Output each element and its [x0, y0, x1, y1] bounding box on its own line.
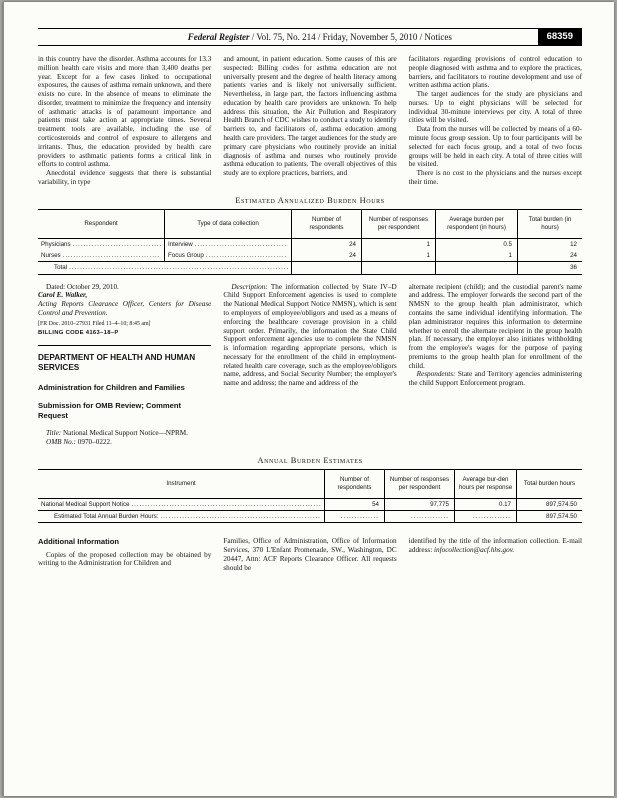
respondents-text: State and Territory agencies administering the child Support Enforcement program. [408, 370, 582, 388]
paragraph: and amount, in patient education. Some causes of this are suspected: Billing codes for asthma education are not universally present and the degree of health literacy among patients varies and is likely not universally sufficient. Nevertheless, in large part, the factors influencing asthma education by health care providers are unknown. To help address this situation, the Air Pollution and Respiratory Health Branch of CDC wishes to conduct a study to identify barriers to, and facilitators of, asthma education among health care providers. The target audiences for the study are primary care physicians who routinely provide an initial diagnosis of asthma and nurses who routinely provide asthma education to patients. The overall objectives of this study are to explore practices, barriers, and [223, 55, 397, 178]
omb-label: OMB No.: [46, 437, 76, 446]
table2-header-avg-hours: Average bur-den hours per response [455, 470, 517, 498]
signer-name: Carol E. Walker, [38, 291, 88, 300]
page-number-badge: 68359 [538, 29, 582, 45]
subject-heading: Submission for OMB Review; Comment Request [38, 401, 182, 420]
table-row [38, 499, 582, 510]
cell-responses-per: 97,775 [385, 499, 455, 510]
cell-data-collection [165, 239, 292, 250]
respondents-label: Respondents: [416, 370, 456, 379]
additional-info-section [38, 537, 582, 572]
table1-header-total-burden: Total burden (in hours) [528, 216, 572, 231]
notice-column-1 [38, 283, 211, 447]
cell-text: Total [54, 264, 68, 272]
billing-code: BILLING CODE 4163–18–P [38, 329, 119, 336]
dot-leader [195, 241, 288, 248]
description-paragraph [223, 283, 396, 388]
dot-leader [473, 513, 511, 520]
cell-empty [436, 262, 518, 273]
cell-responses-per: 1 [362, 250, 436, 261]
issue-info: / Vol. 75, No. 214 / Friday, November 5, 2010 / Notices [249, 32, 452, 42]
table2-title: Annual Burden Estimates [257, 455, 363, 465]
cell-avg-burden: 1 [436, 250, 518, 261]
annual-burden-table [38, 469, 582, 524]
intro-column-1 [38, 55, 211, 187]
cell-empty [362, 262, 436, 273]
cell-respondent [38, 239, 165, 250]
respondents-paragraph [409, 370, 582, 388]
cell-total-hours: 897,574.50 [546, 500, 577, 508]
paragraph: Anecdotal evidence suggests that there is substantial variability, in type [38, 169, 212, 186]
additional-column-1 [38, 537, 211, 572]
cell-num-respondents: 24 [292, 250, 362, 261]
paragraph: Families, Office of Administration, Office of Information Services, 370 L'Enfant Promenade, SW., Washington, DC 20447, Attn: ACF Reports Clearance Officer. All requests should be [223, 537, 397, 572]
paragraph [409, 537, 582, 555]
paragraph: facilitators regarding provisions of control education to people diagnosed with asthma and to explore the practices, barriers, and facilitators to routine development and use of written asthma action plans. [408, 55, 582, 90]
table2-header-instrument: Instrument [38, 470, 325, 498]
cell-empty [292, 262, 362, 273]
page-header [38, 28, 582, 46]
paragraph: in this country have the disorder. Asthma accounts for 13.3 million health care visits and more than 3,400 deaths per year. Except for a few cases linked to occupational exposures, the causes of asthma remain unknown, and there exists no cure. In the absence of means to eliminate the disorder, treatment to minimize the frequency and intensity of asthmatic attacks is of paramount importance and patients must take action at appropriate times. Several treatment tools are available, including the use of corticosteroids and control of exposure to allergens and irritants. Thus, the education provided by health care providers to asthmatic patients forms a critical link in efforts to control asthma. [38, 55, 212, 169]
cell-avg-hours: 0.17 [455, 499, 517, 510]
notice-column-2 [223, 283, 396, 447]
omb-line [38, 438, 211, 447]
table2-header-row [38, 470, 582, 499]
dot-leader [69, 264, 288, 271]
table2-header-total-hours: Total burden hours [523, 480, 576, 488]
paragraph: There is no cost to the physicians and the nurses except their time. [408, 169, 582, 186]
cell-responses-per: 1 [362, 239, 436, 250]
document-page [3, 2, 614, 796]
intro-column-2 [223, 55, 396, 187]
cell-num-respondents: 54 [325, 499, 385, 510]
cell-dot-fill [325, 511, 385, 522]
cell-dot-fill [385, 511, 455, 522]
email-address: infocollection@acf.hhs.gov. [434, 546, 515, 555]
cell-grand-total: 36 [570, 264, 577, 272]
paragraph-text: identified by the title of the information collection. E-mail address: [408, 537, 582, 555]
dot-leader [206, 252, 288, 259]
dot-leader [411, 513, 449, 520]
journal-name: Federal Register [187, 32, 250, 42]
table1-header-avg-burden: Average burden per respondent (in hours) [436, 210, 518, 238]
agency-heading: Administration for Children and Families [38, 382, 185, 392]
cell-total-burden: 12 [570, 240, 577, 248]
dot-leader [341, 513, 379, 520]
table1-title: Estimated Annualized Burden Hours [235, 195, 385, 205]
table1-total-row [38, 261, 582, 273]
table1-header-row [38, 210, 582, 239]
paragraph: The target audiences for the study are physicians and nurses. Up to eight physicians will be selected for individual 30-minute interviews per city. A total of three cities will be visited. [408, 90, 582, 125]
cell-avg-burden: 0.5 [436, 239, 518, 250]
title-text: National Medical Support Notice—NPRM. [61, 429, 188, 438]
additional-column-3 [409, 537, 582, 572]
dated-line: Dated: October 29, 2010. [46, 282, 119, 291]
cell-dot-fill [455, 511, 517, 522]
table1-header-respondent: Respondent [38, 210, 165, 238]
cell-text: Focus Group [168, 252, 204, 260]
cell-grand-total: 897,574.50 [546, 513, 577, 521]
department-heading: DEPARTMENT OF HEALTH AND HUMAN SERVICES [38, 353, 196, 373]
table2-header-responses-per: Number of responses per respondent [385, 470, 455, 498]
signer-title: Acting Reports Clearance Officer, Centers for Disease Control and Prevention. [38, 300, 212, 317]
cell-text: Estimated Total Annual Burden Hours: [54, 513, 159, 521]
table1-header-responses-per: Number of responses per respondent [362, 210, 436, 238]
dot-leader [131, 501, 321, 508]
annualized-burden-table [38, 209, 582, 275]
notice-section [38, 283, 582, 447]
cell-total-label [38, 262, 292, 273]
cell-total-burden: 24 [570, 252, 577, 260]
cell-text: Interview [168, 240, 193, 248]
table-row [38, 239, 582, 250]
cell-respondent [38, 250, 165, 261]
description-text: The information collected by State IV–D Child Support Enforcement agencies is used to complete the National Medical Support Notice NMSN), which is sent to employers of employee/obligors and used as a means of enforcing the healthcare coverage provision in a child support order. Primarily, the information the State Child Support enforcement agencies use to complete the NMSN is information regarding appropriate persons, which is necessary for the enrollment of the child in employment-related health care coverage, such as the employee/obligors name, address, and Social Security Number; the employer's name and address; the name and address of the [223, 282, 397, 388]
title-label: Title: [46, 429, 62, 438]
cell-instrument [38, 499, 325, 510]
intro-section [38, 55, 582, 187]
cell-text: Physicians [41, 240, 71, 248]
table-row [38, 250, 582, 261]
paragraph: alternate recipient (child); and the custodial parent's name and address. The employer forwards the second part of the NMSN to the group health plan administrator, which contains the same individual identifying information. The plan administrator requires this information to determine whether to enroll the alternate recipient in the group health plan. If necessary, the employer also initiates withholding from the employee's wages for the purpose of paying premiums to the group health plan for enrollment of the child. [408, 282, 582, 370]
cell-num-respondents: 24 [292, 239, 362, 250]
omb-text: 0970–0222. [75, 437, 112, 446]
table1-header-num-respondents: Number of respondents [292, 210, 362, 238]
fr-doc-line: [FR Doc. 2010–27931 Filed 11–4–10; 8:45 am] [38, 320, 151, 327]
title-line [38, 429, 211, 438]
cell-total-label [38, 511, 325, 522]
section-divider [38, 345, 211, 346]
paragraph: Copies of the proposed collection may be obtained by writing to the Administration for Children and [38, 550, 212, 568]
table1-header-data-collection: Type of data collection [165, 210, 292, 238]
header-headline [102, 32, 538, 42]
paragraph: Data from the nurses will be collected by means of a 60-minute focus group session. Up to four participants will be selected for each focus group, and a total of two focus groups will be held in each city. A total of three cities will be visited. [408, 125, 582, 169]
cell-text: Nurses [41, 252, 61, 260]
additional-column-2 [223, 537, 396, 572]
dot-leader [73, 241, 161, 248]
intro-column-3 [409, 55, 582, 187]
dot-leader [160, 513, 321, 520]
cell-data-collection [165, 250, 292, 261]
dot-leader [63, 252, 161, 259]
table2-total-row [38, 510, 582, 522]
notice-column-3 [409, 283, 582, 447]
signature-block [38, 283, 211, 338]
table2-header-num-respondents: Number of respondents [325, 470, 385, 498]
additional-info-heading: Additional Information [38, 537, 119, 547]
description-label: Description: [231, 282, 268, 291]
cell-text: National Medical Support Notice [41, 500, 130, 508]
